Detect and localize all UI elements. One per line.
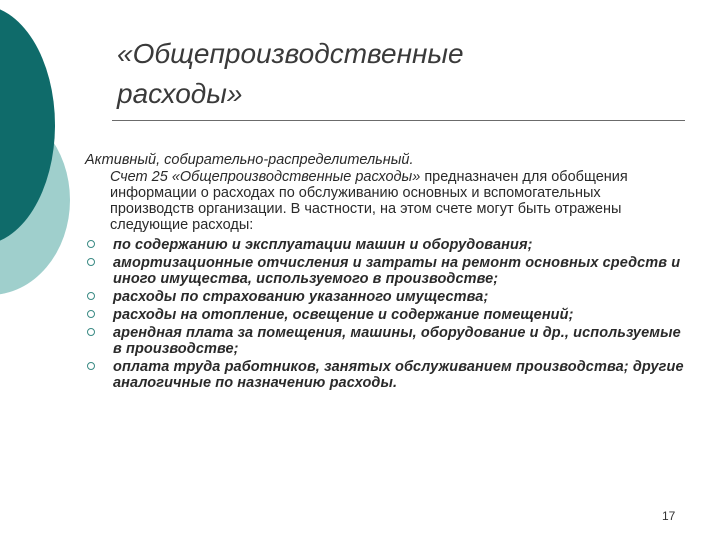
intro-line: Активный, собирательно-распределительный.: [85, 152, 414, 168]
intro-paragraph: [85, 169, 685, 233]
list-item: арендная плата за помещения, машины, оборудование и др., используемые в производстве;: [85, 325, 685, 357]
ring-bullet-icon: [87, 258, 95, 266]
intro-description: предназначен для обобщения информации о расходах по обслуживанию основных и вспомогательных производств организации. В частности, на этом счете могут быть отражены следующие расходы:: [110, 169, 628, 233]
ring-bullet-icon: [87, 310, 95, 318]
list-item: расходы по страхованию указанного имущества;: [85, 289, 685, 305]
list-item: амортизационные отчисления и затраты на ремонт основных средств и иного имущества, используемого в производстве;: [85, 255, 685, 287]
account-name: Счет 25 «Общепроизводственные расходы»: [110, 169, 421, 185]
title-line-1: «Общепроизводственные: [117, 38, 464, 69]
slide-body: [85, 152, 685, 393]
title-divider: [112, 120, 685, 121]
slide-title: [117, 34, 677, 114]
ring-bullet-icon: [87, 328, 95, 336]
ring-bullet-icon: [87, 292, 95, 300]
list-item: оплата труда работников, занятых обслуживанием производства; другие аналогичные по назначению расходы.: [85, 359, 685, 391]
page-number: 17: [662, 509, 676, 523]
ring-bullet-icon: [87, 362, 95, 370]
ring-bullet-icon: [87, 240, 95, 248]
expense-list: [85, 237, 685, 391]
list-item: по содержанию и эксплуатации машин и оборудования;: [85, 237, 685, 253]
title-line-2: расходы»: [117, 78, 243, 109]
list-item: расходы на отопление, освещение и содержание помещений;: [85, 307, 685, 323]
